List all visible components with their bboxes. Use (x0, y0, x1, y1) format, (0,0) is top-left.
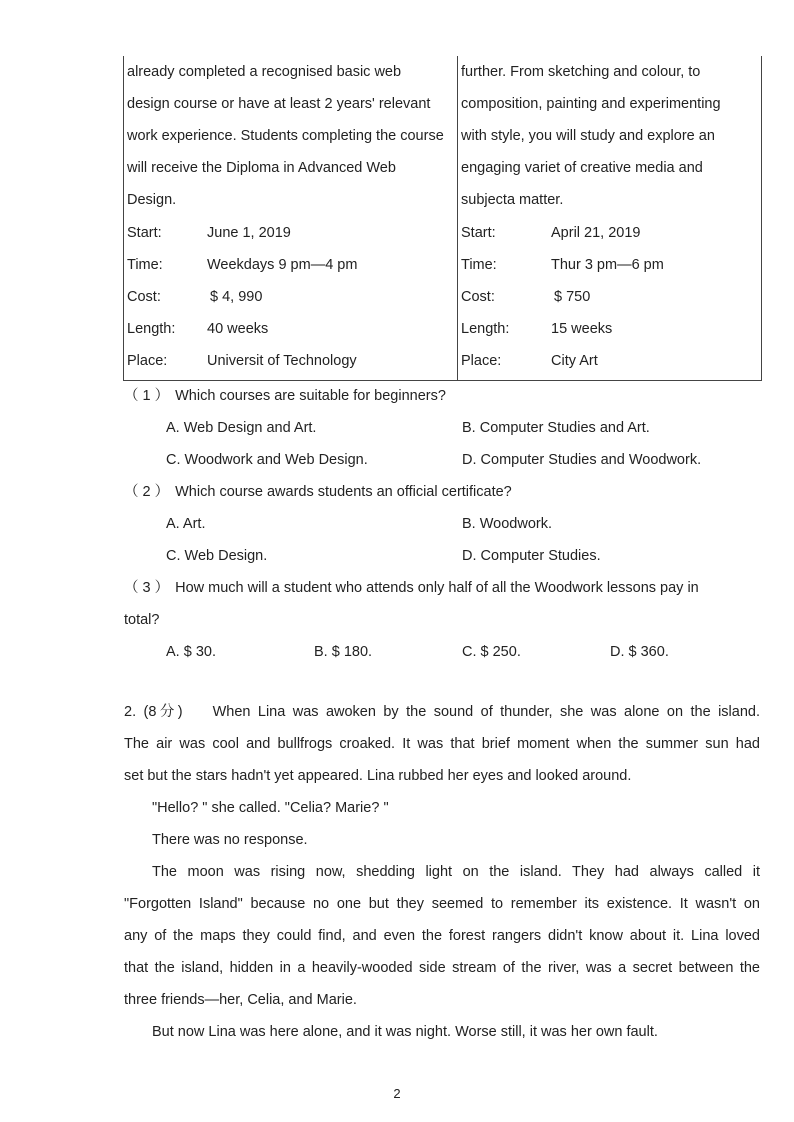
course-description-line: further. From sketching and colour, to (461, 64, 701, 80)
question-text-continued: total? (124, 612, 160, 628)
detail-value: $ 750 (554, 289, 591, 305)
course-column-web-design (124, 56, 458, 380)
passage-text: When Lina was awoken by the sound of thunder, she was alone on the island. (212, 704, 760, 720)
passage-line: The air was cool and bullfrogs croaked. It was that brief moment when the summer sun had (124, 736, 760, 752)
course-column-art (458, 56, 760, 380)
detail-value: Thur 3 pm—6 pm (551, 257, 664, 273)
page-number: 2 (393, 1086, 401, 1101)
passage-heading: 2. (8分) (124, 704, 183, 720)
option-d: D. Computer Studies. (462, 548, 601, 564)
course-detail-start (127, 217, 447, 249)
detail-value: 40 weeks (207, 321, 269, 337)
passage-line: any of the maps they could find, and even the forest rangers didn't know about it. Lina loved (124, 928, 760, 944)
detail-label: Place: (461, 353, 502, 369)
course-description-line: Design. (127, 192, 177, 208)
detail-label: Cost: (127, 289, 161, 305)
option-b: B. $ 180. (314, 644, 373, 660)
course-detail-time (127, 249, 447, 281)
course-description-line: composition, painting and experimenting (461, 96, 721, 112)
question-2 (124, 476, 512, 508)
course-detail-length (127, 313, 447, 345)
course-detail-cost (127, 281, 447, 313)
option-a: A. $ 30. (166, 644, 216, 660)
course-description-line: design course or have at least 2 years' relevant (127, 96, 431, 112)
course-description-line: engaging variet of creative media and (461, 160, 703, 176)
course-description-line: with style, you will study and explore an (461, 128, 715, 144)
detail-label: Length: (461, 321, 510, 337)
passage-line: "Forgotten Island" because no one but they seemed to remember its existence. It wasn't on (124, 896, 760, 912)
course-detail-length (461, 313, 781, 345)
question-text: Which courses are suitable for beginners? (175, 388, 446, 404)
course-detail-start (461, 217, 781, 249)
detail-label: Place: (127, 353, 168, 369)
question-1 (124, 380, 446, 412)
detail-label: Start: (127, 225, 162, 241)
option-d: D. Computer Studies and Woodwork. (462, 452, 702, 468)
course-detail-cost (461, 281, 781, 313)
detail-label: Time: (127, 257, 163, 273)
detail-label: Time: (461, 257, 497, 273)
course-detail-time (461, 249, 781, 281)
course-detail-place (127, 345, 447, 377)
course-description-line: already completed a recognised basic web (127, 64, 402, 80)
course-detail-place (461, 345, 781, 377)
course-description-line: work experience. Students completing the course (127, 128, 444, 144)
detail-value: April 21, 2019 (551, 225, 641, 241)
course-description-line: will receive the Diploma in Advanced Web (127, 160, 396, 176)
option-b: B. Woodwork. (462, 516, 552, 532)
passage-line: But now Lina was here alone, and it was night. Worse still, it was her own fault. (152, 1024, 658, 1040)
option-c: C. $ 250. (462, 644, 521, 660)
passage-line: that the island, hidden in a heavily-wooded side stream of the river, was a secret between the (124, 960, 760, 976)
option-c: C. Web Design. (166, 548, 268, 564)
passage-line: set but the stars hadn't yet appeared. Lina rubbed her eyes and looked around. (124, 768, 632, 784)
detail-value: Weekdays 9 pm—4 pm (207, 257, 358, 273)
passage-line: There was no response. (152, 832, 308, 848)
passage-line: three friends—her, Celia, and Marie. (124, 992, 357, 1008)
detail-label: Cost: (461, 289, 495, 305)
option-a: A. Art. (166, 516, 206, 532)
question-3 (124, 572, 699, 604)
option-d: D. $ 360. (610, 644, 669, 660)
option-c: C. Woodwork and Web Design. (166, 452, 368, 468)
detail-label: Start: (461, 225, 496, 241)
course-table (123, 56, 762, 381)
detail-value: Universit of Technology (207, 353, 357, 369)
detail-value: $ 4, 990 (210, 289, 263, 305)
question-number: （ 3 ） (124, 580, 170, 596)
question-text: How much will a student who attends only half of all the Woodwork lessons pay in (175, 580, 699, 596)
passage-line (124, 696, 760, 728)
passage-line: The moon was rising now, shedding light on the island. They had always called it (152, 864, 760, 880)
question-text: Which course awards students an official certificate? (175, 484, 512, 500)
detail-value: City Art (551, 353, 598, 369)
detail-label: Length: (127, 321, 176, 337)
detail-value: June 1, 2019 (207, 225, 291, 241)
passage-line: "Hello? " she called. "Celia? Marie? " (152, 800, 389, 816)
detail-value: 15 weeks (551, 321, 613, 337)
question-number: （ 1 ） (124, 388, 170, 404)
option-b: B. Computer Studies and Art. (462, 420, 650, 436)
question-number: （ 2 ） (124, 484, 170, 500)
option-a: A. Web Design and Art. (166, 420, 317, 436)
course-description-line: subjecta matter. (461, 192, 564, 208)
